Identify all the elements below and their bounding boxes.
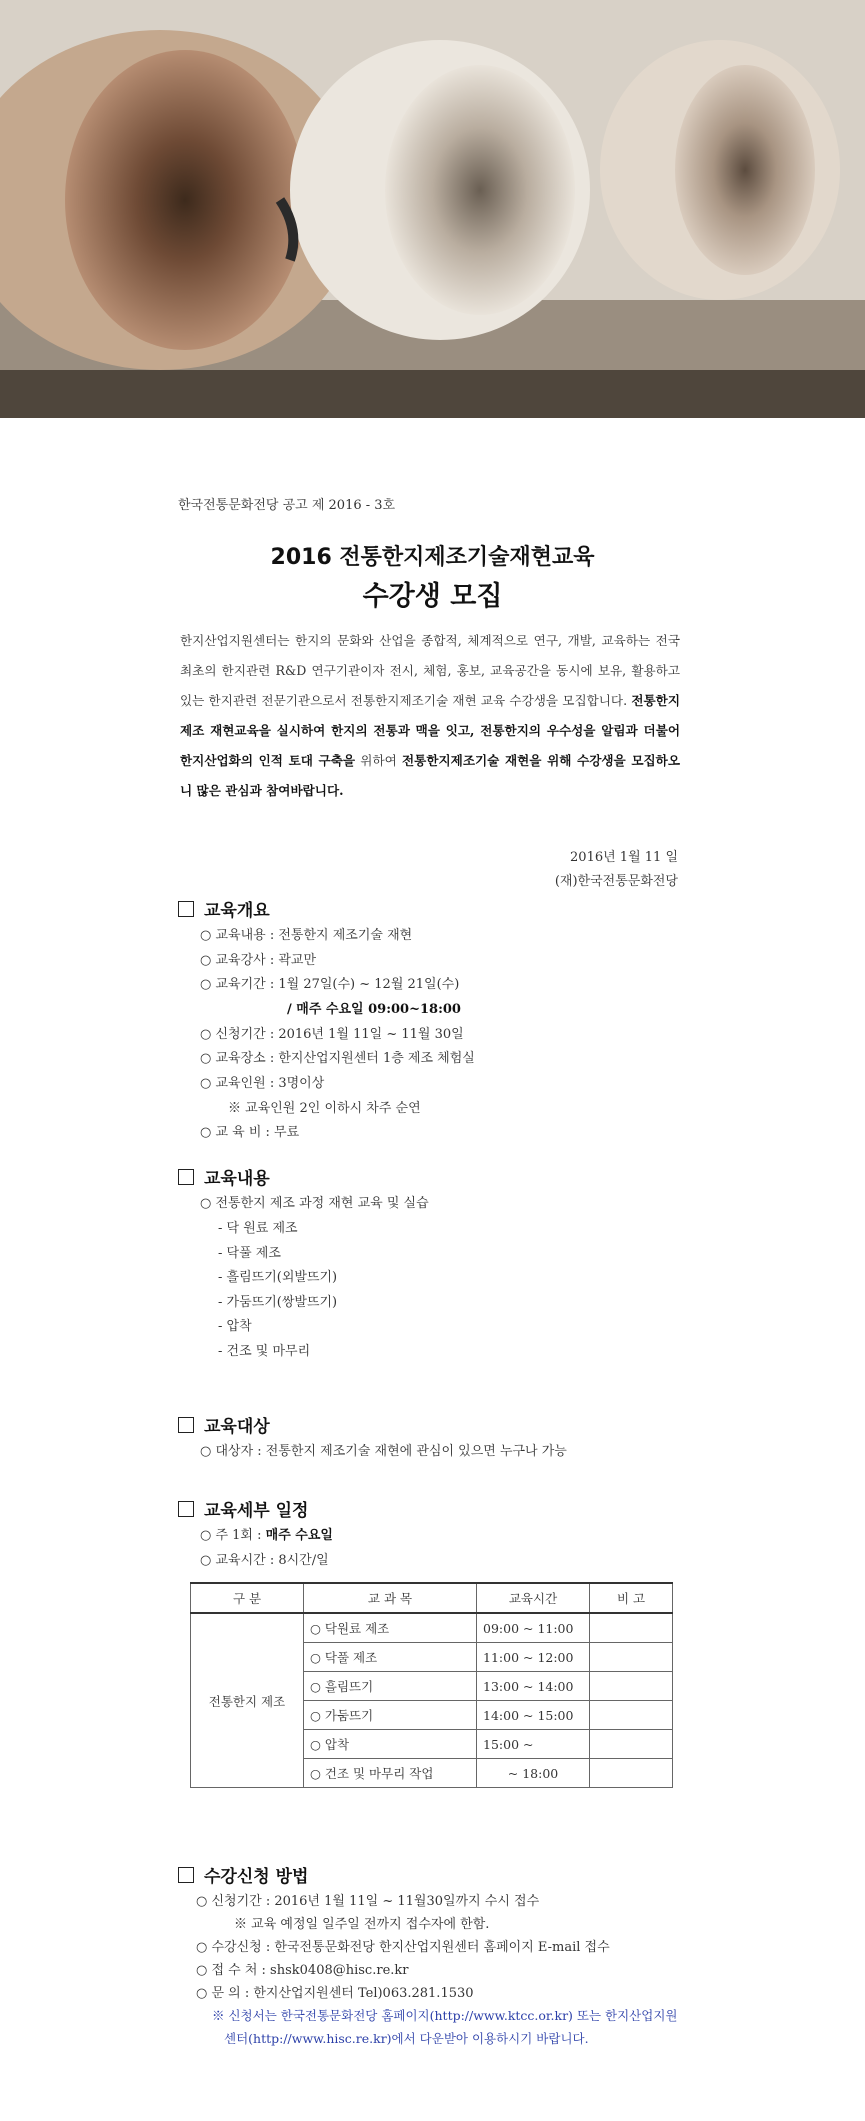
- time-cell: 11:00 ~ 12:00: [477, 1643, 590, 1672]
- content-item: - 닥 원료 제조: [218, 1221, 298, 1236]
- checkbox-square-icon: [178, 1867, 194, 1883]
- intro-paragraph: [180, 626, 680, 806]
- schedule-table: [190, 1582, 673, 1788]
- overview-item: ○ 신청기간 : 2016년 1월 11일 ~ 11월 30일: [200, 1027, 464, 1042]
- note-cell: [590, 1672, 673, 1701]
- apply-email[interactable]: ○ 접 수 처 : shsk0408@hisc.re.kr: [196, 1963, 409, 1978]
- apply-item: ○ 신청기간 : 2016년 1월 11일 ~ 11월30일까지 수시 접수: [196, 1894, 540, 1909]
- target-text: ○ 대상자 : 전통한지 제조기술 재현에 관심이 있으면 누구나 가능: [200, 1444, 567, 1459]
- note-cell: [590, 1643, 673, 1672]
- checkbox-square-icon: [178, 901, 194, 917]
- notice-number: 한국전통문화전당 공고 제 2016 - 3호: [178, 498, 396, 513]
- column-header: 교육시간: [477, 1583, 590, 1613]
- overview-note: ※ 교육인원 2인 이하시 차주 순연: [228, 1101, 421, 1116]
- issuer-line: (재)한국전통문화전당: [554, 874, 678, 889]
- note-cell: [590, 1701, 673, 1730]
- time-cell: 15:00 ~: [477, 1730, 590, 1759]
- overview-item: ○ 교 육 비 : 무료: [200, 1125, 300, 1140]
- table-row: [191, 1613, 673, 1643]
- apply-contact: ○ 문 의 : 한지산업지원센터 Tel)063.281.1530: [196, 1986, 474, 2001]
- schedule-frequency: ○ 주 1회 : 매주 수요일: [200, 1528, 333, 1543]
- intro-text-1: 한지산업지원센터는 한지의 문화와 산업을 종합적, 체계적으로 연구, 개발, 교육하는 전국 최초의 한지관련 R&D 연구기관이자 전시, 체험, 홍보, 교육공간을 동시에 보유, 활용하고 있는 한지관련 전문기관으로서 전통한지제조기술 재현 교육 수강생을 모집합니다.: [180, 633, 680, 708]
- time-cell: 09:00 ~ 11:00: [477, 1613, 590, 1643]
- content-item: - 건조 및 마무리: [218, 1344, 311, 1359]
- apply-item: ○ 수강신청 : 한국전통문화전당 한지산업지원센터 홈페이지 E-mail 접수: [196, 1940, 610, 1955]
- date-line: 2016년 1월 11 일: [570, 850, 678, 865]
- note-cell: [590, 1730, 673, 1759]
- content-item: - 흘림뜨기(외발뜨기): [218, 1270, 338, 1285]
- download-note-line2: 센터(http://www.hisc.re.kr)에서 다운받아 이용하시기 바랍니다.: [224, 2031, 589, 2046]
- notice-date: [555, 846, 678, 894]
- subject-cell: ○ 건조 및 마무리 작업: [304, 1759, 477, 1788]
- subject-cell: ○ 압착: [304, 1730, 477, 1759]
- content-intro: ○ 전통한지 제조 과정 재현 교육 및 실습: [200, 1196, 429, 1211]
- section-apply-heading: 수강신청 방법: [178, 1862, 308, 1887]
- section-overview-heading: 교육개요: [178, 896, 270, 921]
- download-note-line1: ※ 신청서는 한국전통문화전당 홈페이지(http://www.ktcc.or.kr) 또는 한지산업지원: [212, 2008, 678, 2023]
- section-schedule-heading: 교육세부 일정: [178, 1496, 308, 1521]
- time-cell: ~ 18:00: [477, 1759, 590, 1788]
- subject-cell: ○ 닥원료 제조: [304, 1613, 477, 1643]
- time-cell: 14:00 ~ 15:00: [477, 1701, 590, 1730]
- subject-cell: ○ 흘림뜨기: [304, 1672, 477, 1701]
- subject-cell: ○ 닥풀 제조: [304, 1643, 477, 1672]
- column-header: 구 분: [191, 1583, 304, 1613]
- column-header: 교 과 목: [304, 1583, 477, 1613]
- intro-text-4: 전통한지제조기술 재현을 위해 수강생을 모집하오니 많은 관심과 참여바랍니다.: [180, 753, 680, 798]
- checkbox-square-icon: [178, 1169, 194, 1185]
- overview-item: ○ 교육인원 : 3명이상: [200, 1076, 325, 1091]
- note-cell: [590, 1613, 673, 1643]
- overview-item: / 매주 수요일 09:00~18:00: [287, 1002, 461, 1017]
- overview-item: ○ 교육장소 : 한지산업지원센터 1층 제조 체험실: [200, 1051, 475, 1066]
- content-item: - 압착: [218, 1319, 252, 1334]
- schedule-hours: ○ 교육시간 : 8시간/일: [200, 1553, 329, 1568]
- overview-item: ○ 교육내용 : 전통한지 제조기술 재현: [200, 928, 413, 943]
- content-item: - 닥풀 제조: [218, 1246, 281, 1261]
- overview-item: ○ 교육강사 : 곽교만: [200, 953, 317, 968]
- checkbox-square-icon: [178, 1501, 194, 1517]
- content-item: - 가둠뜨기(쌍발뜨기): [218, 1295, 338, 1310]
- table-header-row: [191, 1583, 673, 1613]
- time-cell: 13:00 ~ 14:00: [477, 1672, 590, 1701]
- column-header: 비 고: [590, 1583, 673, 1613]
- title-line2: 수강생 모집: [362, 581, 503, 612]
- intro-text-3: 위하여: [355, 753, 403, 768]
- overview-item: ○ 교육기간 : 1월 27일(수) ~ 12월 21일(수): [200, 977, 460, 992]
- intro-text-2: 전통한지제조 재현교육을 실시하여 한지의 전통과 맥을 잇고, 전통한지의 우수성을 알림과 더불어 한지산업화의 인적 토대 구축을: [180, 693, 680, 768]
- title-line1: 2016 전통한지제조기술재현교육: [270, 545, 595, 570]
- group-cell: 전통한지 제조: [191, 1613, 304, 1788]
- checkbox-square-icon: [178, 1417, 194, 1433]
- hanji-rolls-image: [0, 0, 865, 418]
- section-content-heading: 교육내용: [178, 1164, 270, 1189]
- apply-note: ※ 교육 예정일 일주일 전까지 접수자에 한함.: [234, 1917, 490, 1932]
- section-target-heading: 교육대상: [178, 1412, 270, 1437]
- note-cell: [590, 1759, 673, 1788]
- banner-photo: [0, 0, 865, 418]
- subject-cell: ○ 가둠뜨기: [304, 1701, 477, 1730]
